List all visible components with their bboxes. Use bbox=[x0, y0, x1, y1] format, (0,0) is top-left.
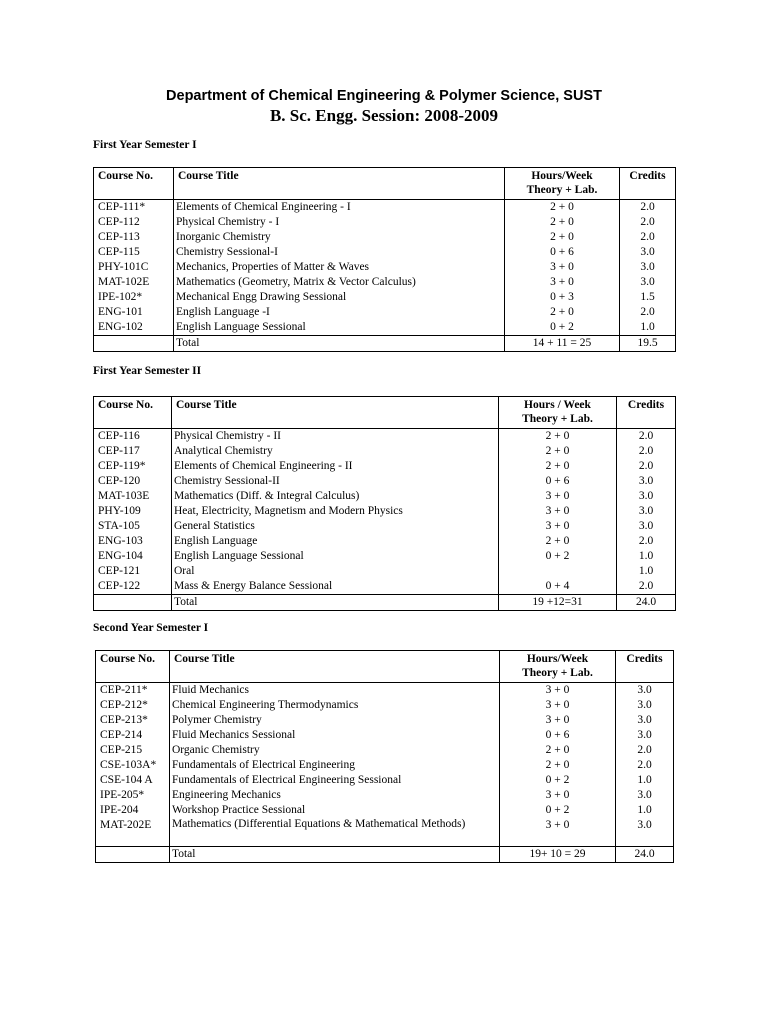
course-no: CEP-115 bbox=[94, 245, 174, 260]
course-credits: 2.0 bbox=[620, 200, 676, 216]
table-row bbox=[96, 713, 674, 728]
course-credits: 2.0 bbox=[620, 230, 676, 245]
table-row bbox=[94, 275, 676, 290]
course-credits: 1.0 bbox=[620, 320, 676, 336]
header-hours bbox=[500, 651, 616, 683]
header-hours bbox=[499, 397, 617, 429]
header-course-title: Course Title bbox=[174, 168, 505, 200]
course-title: General Statistics bbox=[172, 519, 499, 534]
course-hours: 0 + 2 bbox=[500, 803, 616, 818]
course-no: IPE-205* bbox=[96, 788, 170, 803]
header-course-no: Course No. bbox=[94, 397, 172, 429]
total-empty-cell bbox=[94, 336, 174, 352]
course-title: Fundamentals of Electrical Engineering bbox=[170, 758, 500, 773]
course-no: CEP-213* bbox=[96, 713, 170, 728]
table-row bbox=[96, 698, 674, 713]
table-row bbox=[94, 549, 676, 564]
course-hours: 0 + 2 bbox=[500, 773, 616, 788]
course-no: CEP-116 bbox=[94, 429, 172, 445]
table-row bbox=[94, 305, 676, 320]
course-no: PHY-101C bbox=[94, 260, 174, 275]
course-credits: 3.0 bbox=[616, 818, 674, 847]
course-credits: 1.0 bbox=[616, 773, 674, 788]
table-row bbox=[94, 504, 676, 519]
total-credits: 24.0 bbox=[616, 847, 674, 863]
course-no: CEP-122 bbox=[94, 579, 172, 595]
course-title: Organic Chemistry bbox=[170, 743, 500, 758]
course-credits: 3.0 bbox=[620, 275, 676, 290]
total-credits: 24.0 bbox=[617, 595, 676, 611]
course-no: CEP-214 bbox=[96, 728, 170, 743]
total-label: Total bbox=[174, 336, 505, 352]
table-row bbox=[96, 803, 674, 818]
course-hours: 2 + 0 bbox=[505, 305, 620, 320]
course-hours: 3 + 0 bbox=[500, 698, 616, 713]
semester-title: First Year Semester I bbox=[93, 139, 197, 151]
course-credits: 2.0 bbox=[617, 429, 676, 445]
course-title: Mechanics, Properties of Matter & Waves bbox=[174, 260, 505, 275]
table-row bbox=[96, 788, 674, 803]
course-title: English Language Sessional bbox=[174, 320, 505, 336]
course-credits: 3.0 bbox=[616, 713, 674, 728]
course-hours: 2 + 0 bbox=[499, 444, 617, 459]
course-title: Chemistry Sessional-II bbox=[172, 474, 499, 489]
semester-title: Second Year Semester I bbox=[93, 622, 209, 634]
header-course-title: Course Title bbox=[170, 651, 500, 683]
course-credits: 2.0 bbox=[617, 459, 676, 474]
table-row bbox=[94, 215, 676, 230]
table-row bbox=[94, 260, 676, 275]
course-credits: 2.0 bbox=[616, 743, 674, 758]
course-title: Fluid Mechanics bbox=[170, 683, 500, 699]
table-row bbox=[94, 564, 676, 579]
course-title: English Language bbox=[172, 534, 499, 549]
course-credits: 2.0 bbox=[617, 534, 676, 549]
department-title: Department of Chemical Engineering & Polymer Science, SUST bbox=[166, 88, 602, 104]
course-no: ENG-104 bbox=[94, 549, 172, 564]
header-hours-line1: Hours / Week bbox=[524, 399, 591, 411]
course-title: Analytical Chemistry bbox=[172, 444, 499, 459]
course-hours: 2 + 0 bbox=[499, 429, 617, 445]
total-empty-cell bbox=[94, 595, 172, 611]
table-row bbox=[96, 773, 674, 788]
course-table bbox=[93, 167, 676, 352]
total-hours: 19 +12=31 bbox=[499, 595, 617, 611]
course-credits: 1.0 bbox=[617, 564, 676, 579]
course-title: Engineering Mechanics bbox=[170, 788, 500, 803]
course-title: English Language Sessional bbox=[172, 549, 499, 564]
course-hours: 0 + 4 bbox=[499, 579, 617, 595]
course-hours bbox=[499, 564, 617, 579]
course-hours: 2 + 0 bbox=[499, 459, 617, 474]
course-credits: 3.0 bbox=[620, 260, 676, 275]
course-hours: 3 + 0 bbox=[499, 504, 617, 519]
course-credits: 1.5 bbox=[620, 290, 676, 305]
header-credits: Credits bbox=[616, 651, 674, 683]
course-hours: 0 + 3 bbox=[505, 290, 620, 305]
total-hours: 14 + 11 = 25 bbox=[505, 336, 620, 352]
course-hours: 2 + 0 bbox=[499, 534, 617, 549]
course-credits: 1.0 bbox=[616, 803, 674, 818]
course-no: IPE-102* bbox=[94, 290, 174, 305]
course-no: CEP-121 bbox=[94, 564, 172, 579]
course-no: MAT-202E bbox=[96, 818, 170, 847]
header-hours-line1: Hours/Week bbox=[531, 170, 593, 182]
course-hours: 0 + 2 bbox=[499, 549, 617, 564]
header-credits: Credits bbox=[617, 397, 676, 429]
course-no: ENG-103 bbox=[94, 534, 172, 549]
course-title: Heat, Electricity, Magnetism and Modern Physics bbox=[172, 504, 499, 519]
course-title: Mathematics (Diff. & Integral Calculus) bbox=[172, 489, 499, 504]
table-row bbox=[94, 245, 676, 260]
table-header-row bbox=[94, 168, 676, 200]
table-row bbox=[94, 534, 676, 549]
course-hours: 3 + 0 bbox=[499, 489, 617, 504]
course-hours: 2 + 0 bbox=[505, 230, 620, 245]
total-empty-cell bbox=[96, 847, 170, 863]
course-credits: 3.0 bbox=[617, 474, 676, 489]
course-hours: 2 + 0 bbox=[500, 758, 616, 773]
course-no: CEP-211* bbox=[96, 683, 170, 699]
course-credits: 2.0 bbox=[620, 215, 676, 230]
course-credits: 3.0 bbox=[617, 519, 676, 534]
table-row bbox=[94, 579, 676, 595]
course-hours: 3 + 0 bbox=[505, 260, 620, 275]
course-credits: 2.0 bbox=[617, 579, 676, 595]
total-label: Total bbox=[172, 595, 499, 611]
course-title: Polymer Chemistry bbox=[170, 713, 500, 728]
course-title: Elements of Chemical Engineering - II bbox=[172, 459, 499, 474]
course-no: CEP-215 bbox=[96, 743, 170, 758]
course-hours: 0 + 6 bbox=[500, 728, 616, 743]
course-credits: 3.0 bbox=[616, 788, 674, 803]
header-hours bbox=[505, 168, 620, 200]
course-no: PHY-109 bbox=[94, 504, 172, 519]
course-no: STA-105 bbox=[94, 519, 172, 534]
table-row bbox=[96, 683, 674, 699]
course-no: CEP-119* bbox=[94, 459, 172, 474]
total-row bbox=[94, 595, 676, 611]
table-header-row bbox=[94, 397, 676, 429]
course-no: MAT-103E bbox=[94, 489, 172, 504]
course-hours: 0 + 6 bbox=[505, 245, 620, 260]
course-hours: 3 + 0 bbox=[500, 713, 616, 728]
course-no: CEP-113 bbox=[94, 230, 174, 245]
table-row bbox=[94, 459, 676, 474]
course-no: CSE-103A* bbox=[96, 758, 170, 773]
course-title: Physical Chemistry - II bbox=[172, 429, 499, 445]
course-hours: 2 + 0 bbox=[505, 200, 620, 216]
course-no: IPE-204 bbox=[96, 803, 170, 818]
course-no: MAT-102E bbox=[94, 275, 174, 290]
total-row bbox=[94, 336, 676, 352]
total-label: Total bbox=[170, 847, 500, 863]
course-credits: 3.0 bbox=[616, 698, 674, 713]
table-row bbox=[94, 489, 676, 504]
course-table bbox=[95, 650, 674, 863]
course-hours: 3 + 0 bbox=[500, 683, 616, 699]
course-credits: 1.0 bbox=[617, 549, 676, 564]
course-no: CEP-112 bbox=[94, 215, 174, 230]
total-credits: 19.5 bbox=[620, 336, 676, 352]
course-credits: 3.0 bbox=[617, 489, 676, 504]
header-hours-line2: Theory + Lab. bbox=[526, 184, 598, 196]
table-row bbox=[94, 200, 676, 216]
course-hours: 3 + 0 bbox=[500, 788, 616, 803]
course-title: Mathematics (Geometry, Matrix & Vector Calculus) bbox=[174, 275, 505, 290]
course-title: Workshop Practice Sessional bbox=[170, 803, 500, 818]
course-title: English Language -I bbox=[174, 305, 505, 320]
session-title: B. Sc. Engg. Session: 2008-2009 bbox=[269, 106, 499, 125]
course-title: Elements of Chemical Engineering - I bbox=[174, 200, 505, 216]
course-no: CEP-111* bbox=[94, 200, 174, 216]
course-credits: 2.0 bbox=[620, 305, 676, 320]
course-hours: 0 + 2 bbox=[505, 320, 620, 336]
course-credits: 2.0 bbox=[617, 444, 676, 459]
course-hours: 3 + 0 bbox=[500, 818, 616, 847]
course-credits: 3.0 bbox=[616, 728, 674, 743]
course-title: Inorganic Chemistry bbox=[174, 230, 505, 245]
course-title: Chemistry Sessional-I bbox=[174, 245, 505, 260]
table-header-row bbox=[96, 651, 674, 683]
course-credits: 3.0 bbox=[617, 504, 676, 519]
course-hours: 3 + 0 bbox=[505, 275, 620, 290]
header-hours-line2: Theory + Lab. bbox=[522, 667, 593, 679]
header-course-no: Course No. bbox=[94, 168, 174, 200]
header-course-title: Course Title bbox=[172, 397, 499, 429]
table-row bbox=[94, 320, 676, 336]
table-row bbox=[96, 818, 674, 847]
header-hours-line2: Theory + Lab. bbox=[522, 413, 593, 425]
course-no: CEP-212* bbox=[96, 698, 170, 713]
table-row bbox=[94, 444, 676, 459]
course-hours: 2 + 0 bbox=[500, 743, 616, 758]
course-title: Fluid Mechanics Sessional bbox=[170, 728, 500, 743]
course-no: ENG-101 bbox=[94, 305, 174, 320]
table-row bbox=[96, 743, 674, 758]
course-title: Mass & Energy Balance Sessional bbox=[172, 579, 499, 595]
header-credits: Credits bbox=[620, 168, 676, 200]
course-credits: 3.0 bbox=[620, 245, 676, 260]
table-row bbox=[94, 429, 676, 445]
course-title: Fundamentals of Electrical Engineering Sessional bbox=[170, 773, 500, 788]
course-table bbox=[93, 396, 676, 611]
table-row bbox=[96, 758, 674, 773]
table-row bbox=[94, 474, 676, 489]
course-no: CEP-117 bbox=[94, 444, 172, 459]
course-hours: 3 + 0 bbox=[499, 519, 617, 534]
course-no: CEP-120 bbox=[94, 474, 172, 489]
table-row bbox=[96, 728, 674, 743]
course-credits: 3.0 bbox=[616, 683, 674, 699]
table-row bbox=[94, 519, 676, 534]
course-no: ENG-102 bbox=[94, 320, 174, 336]
total-hours: 19+ 10 = 29 bbox=[500, 847, 616, 863]
total-row bbox=[96, 847, 674, 863]
course-title: Mathematics (Differential Equations & Mathematical Methods) bbox=[170, 818, 500, 847]
course-hours: 0 + 6 bbox=[499, 474, 617, 489]
table-row bbox=[94, 290, 676, 305]
course-title: Chemical Engineering Thermodynamics bbox=[170, 698, 500, 713]
course-title: Oral bbox=[172, 564, 499, 579]
course-credits: 2.0 bbox=[616, 758, 674, 773]
course-title: Physical Chemistry - I bbox=[174, 215, 505, 230]
course-hours: 2 + 0 bbox=[505, 215, 620, 230]
course-title: Mechanical Engg Drawing Sessional bbox=[174, 290, 505, 305]
semester-title: First Year Semester II bbox=[93, 365, 202, 377]
course-no: CSE-104 A bbox=[96, 773, 170, 788]
header-course-no: Course No. bbox=[96, 651, 170, 683]
header-hours-line1: Hours/Week bbox=[526, 653, 589, 665]
table-row bbox=[94, 230, 676, 245]
